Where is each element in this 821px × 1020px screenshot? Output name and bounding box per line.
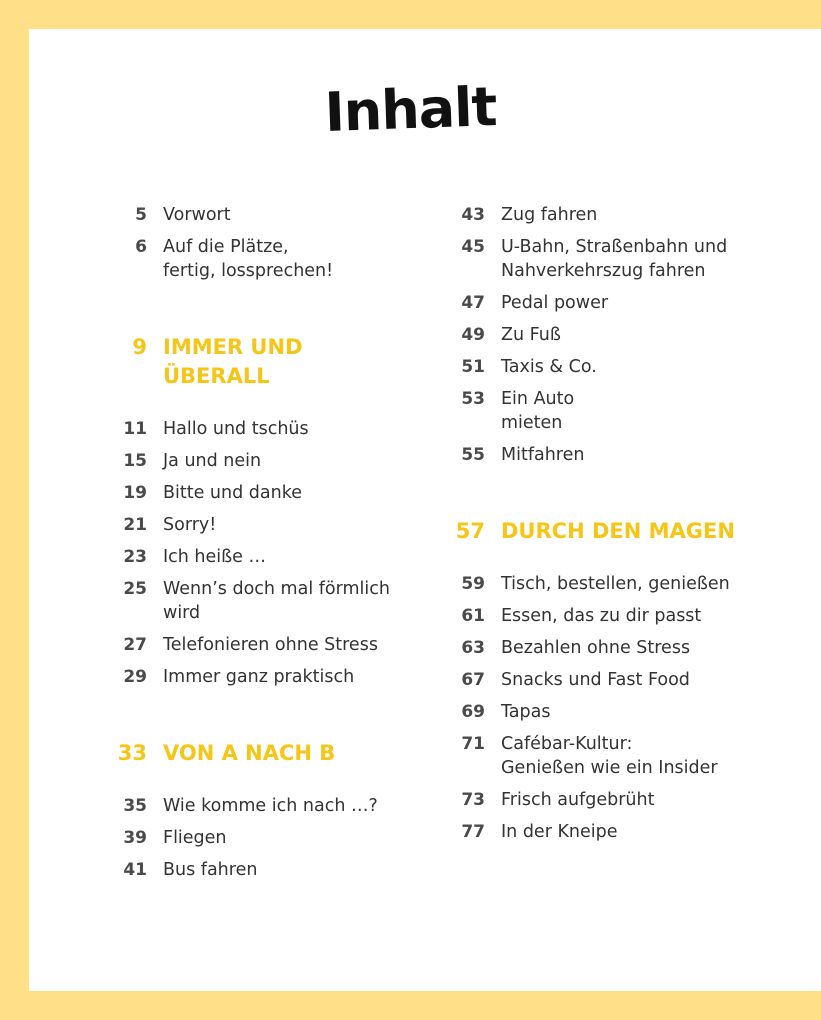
toc-entry-label: Wenn’s doch mal förmlich wird — [163, 579, 390, 623]
toc-entry — [95, 513, 415, 537]
toc-entry-label: Vorwort — [163, 205, 231, 225]
toc-entry-label: Mitfahren — [501, 445, 585, 465]
toc-entry-label: Taxis & Co. — [501, 357, 597, 377]
toc-entry — [95, 858, 415, 882]
toc-entry-label: VON A NACH B — [163, 741, 336, 765]
toc-entry — [433, 235, 753, 283]
toc-entry — [433, 820, 753, 844]
toc-entry-label: DURCH DEN MAGEN — [501, 519, 735, 543]
toc-page-number: 23 — [123, 547, 147, 567]
toc-entry — [95, 633, 415, 657]
toc-page-number: 69 — [461, 702, 485, 722]
toc-entry-label: Pedal power — [501, 293, 609, 313]
toc-entry-label: Tisch, bestellen, genießen — [501, 574, 730, 594]
toc-page-number: 33 — [117, 741, 147, 765]
toc-page-number: 21 — [123, 515, 147, 535]
toc-page-number: 55 — [461, 445, 485, 465]
toc-page-number: 63 — [461, 638, 485, 658]
toc-page-number: 43 — [461, 205, 485, 225]
toc-page-number: 19 — [123, 483, 147, 503]
toc-entry — [433, 636, 753, 660]
toc-entry — [95, 449, 415, 473]
toc-entry-label: Zu Fuß — [501, 325, 561, 345]
toc-entry — [433, 788, 753, 812]
toc-entry-label: Sorry! — [163, 515, 217, 535]
toc-entry-label: Snacks und Fast Food — [501, 670, 690, 690]
toc-right-column — [433, 203, 753, 852]
toc-page-number: 51 — [461, 357, 485, 377]
toc-entry-label: IMMER UND ÜBERALL — [163, 335, 303, 388]
toc-page-number: 6 — [135, 237, 147, 257]
toc-page-number: 57 — [455, 519, 485, 543]
toc-page-number: 67 — [461, 670, 485, 690]
toc-page-number: 49 — [461, 325, 485, 345]
toc-entry — [433, 700, 753, 724]
toc-entry — [95, 665, 415, 689]
toc-section-heading — [95, 333, 415, 391]
toc-page-number: 35 — [123, 796, 147, 816]
toc-entry-label: Immer ganz praktisch — [163, 667, 355, 687]
toc-entry — [433, 203, 753, 227]
toc-entry — [433, 291, 753, 315]
toc-entry — [433, 732, 753, 780]
toc-entry — [433, 604, 753, 628]
toc-entry — [95, 794, 415, 818]
toc-page-number: 27 — [123, 635, 147, 655]
toc-entry-label: Cafébar-Kultur: Genießen wie ein Insider — [501, 734, 718, 778]
toc-entry-label: Telefonieren ohne Stress — [163, 635, 378, 655]
toc-entry — [95, 826, 415, 850]
toc-page-number: 29 — [123, 667, 147, 687]
toc-entry-label: Frisch aufgebrüht — [501, 790, 655, 810]
toc-page-number: 9 — [132, 335, 147, 359]
toc-entry-label: Auf die Plätze, fertig, lossprechen! — [163, 237, 334, 281]
toc-entry — [95, 417, 415, 441]
toc-page-number: 11 — [123, 419, 147, 439]
toc-page-number: 71 — [461, 734, 485, 754]
toc-entry-label: Fliegen — [163, 828, 227, 848]
toc-entry — [95, 481, 415, 505]
toc-page-number: 15 — [123, 451, 147, 471]
toc-entry-label: Bezahlen ohne Stress — [501, 638, 691, 658]
toc-left-column — [95, 203, 415, 890]
toc-entry — [433, 323, 753, 347]
toc-entry — [433, 443, 753, 467]
toc-entry — [95, 235, 415, 283]
toc-entry — [433, 387, 753, 435]
toc-entry-label: Wie komme ich nach …? — [163, 796, 378, 816]
toc-entry-label: Tapas — [501, 702, 551, 722]
toc-page-number: 73 — [461, 790, 485, 810]
toc-entry-label: Bitte und danke — [163, 483, 302, 503]
toc-page-number: 61 — [461, 606, 485, 626]
toc-entry-label: In der Kneipe — [501, 822, 618, 842]
toc-entry-label: Ich heiße … — [163, 547, 267, 567]
toc-entry — [95, 545, 415, 569]
toc-entry-label: Zug fahren — [501, 205, 598, 225]
toc-entry-label: Essen, das zu dir passt — [501, 606, 702, 626]
toc-page-number: 39 — [123, 828, 147, 848]
toc-page-number: 59 — [461, 574, 485, 594]
toc-section-heading — [95, 739, 415, 768]
toc-entry — [433, 572, 753, 596]
page-title: Inhalt — [323, 75, 498, 144]
toc-page-number: 53 — [461, 389, 485, 409]
toc-entry — [433, 668, 753, 692]
toc-page-number: 77 — [461, 822, 485, 842]
toc-page-number: 25 — [123, 579, 147, 599]
toc-entry — [95, 577, 415, 625]
toc-page-number: 47 — [461, 293, 485, 313]
toc-page-number: 45 — [461, 237, 485, 257]
toc-entry-label: Hallo und tschüs — [163, 419, 309, 439]
toc-entry — [95, 203, 415, 227]
toc-entry — [433, 355, 753, 379]
toc-page-number: 5 — [135, 205, 147, 225]
toc-entry-label: Ein Auto mieten — [501, 389, 575, 433]
toc-entry-label: U-Bahn, Straßenbahn und Nahverkehrszug fahren — [501, 237, 728, 281]
toc-entry-label: Ja und nein — [163, 451, 262, 471]
toc-page-number: 41 — [123, 860, 147, 880]
toc-entry-label: Bus fahren — [163, 860, 258, 880]
toc-section-heading — [433, 517, 753, 546]
